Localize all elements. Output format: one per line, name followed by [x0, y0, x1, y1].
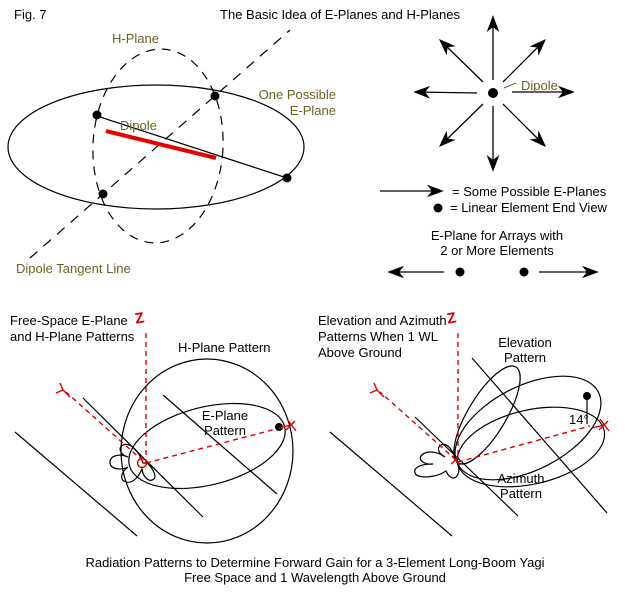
forward-gain-dot-2 [583, 392, 591, 400]
e-plane-pattern-line2: Pattern [204, 423, 246, 438]
dipole-tangent-label: Dipole Tangent Line [16, 261, 131, 276]
one-possible-line2: E-Plane [289, 103, 336, 118]
e-plane-arrow-down-left [441, 104, 483, 145]
h-plane-pattern-lobe [121, 359, 293, 543]
elevation-line2: Pattern [504, 350, 546, 365]
one-possible-line1: One Possible [258, 87, 336, 102]
azimuth-pattern-label [482, 471, 560, 501]
above-ground-heading-line1: Elevation and Azimuth [318, 313, 447, 328]
array-element-dot-1 [456, 268, 465, 277]
above-ground-heading-line2: Patterns When 1 WL [318, 329, 438, 344]
takeoff-angle-label: 14° [569, 412, 589, 427]
dipole-end-dot [488, 88, 498, 98]
arrays-label [417, 228, 577, 258]
element-line-reflector-2 [330, 432, 452, 536]
element-line-driver [83, 398, 203, 517]
dipole-label-pointer [504, 83, 516, 88]
legend-end-view-dot [434, 204, 443, 213]
e-plane-arrow-up-right [503, 41, 544, 82]
azimuth-line2: Pattern [500, 486, 542, 501]
caption-line1: Radiation Patterns to Determine Forward Gain for a 3-Element Long-Boom Yagi [85, 555, 545, 570]
e-plane-pattern-label [191, 408, 259, 438]
e-plane-arrow-up-left [441, 41, 483, 82]
basic-idea-diagram [8, 30, 304, 258]
array-element-dot-2 [520, 268, 529, 277]
h-plane-pattern-label: H-Plane Pattern [178, 340, 271, 355]
above-ground-heading [318, 313, 447, 361]
back-lobes-2 [415, 444, 459, 478]
y-axis-end-glyph-2 [370, 383, 384, 397]
free-space-pattern-diagram [15, 333, 296, 543]
elevation-pattern-label [485, 335, 565, 365]
element-line-driver-2 [415, 417, 518, 516]
h-plane-label: H-Plane [112, 31, 159, 46]
one-possible-e-plane-label [240, 87, 336, 119]
figure-number: Fig. 7 [14, 7, 47, 22]
free-space-heading-line2: and H-Plane Patterns [10, 329, 135, 344]
arrays-line1: E-Plane for Arrays with [430, 228, 564, 243]
e-plane-arrow-down-right [503, 104, 544, 145]
azimuth-line1: Azimuth [497, 471, 545, 486]
z-axis-label-2: Z [445, 309, 458, 328]
e-plane-arrow-left [416, 92, 477, 93]
z-axis-label: Z [133, 309, 146, 328]
arrays-line2: 2 or More Elements [440, 243, 554, 258]
dipole-end-view-label: Dipole [521, 78, 558, 93]
elevation-line1: Elevation [498, 335, 552, 350]
free-space-heading-line1: Free-Space E-Plane [10, 313, 128, 328]
y-axis-end-glyph [56, 383, 70, 397]
legend-end-view-label: = Linear Element End View [450, 200, 607, 215]
x-axis-line-2 [458, 426, 590, 462]
free-space-heading [10, 313, 134, 345]
above-ground-heading-line3: Above Ground [318, 345, 402, 360]
above-ground-pattern-diagram [330, 333, 617, 536]
page-title: The Basic Idea of E-Planes and H-Planes [220, 7, 460, 22]
caption [0, 555, 630, 585]
dipole-element-line [106, 131, 216, 158]
legend-e-planes-label: = Some Possible E-Planes [452, 184, 607, 199]
element-line-reflector [15, 432, 137, 536]
e-plane-pattern-line1: E-Plane [201, 408, 249, 423]
back-lobes [110, 444, 155, 482]
caption-line2: Free Space and 1 Wavelength Above Ground [184, 570, 446, 585]
y-axis-line-2 [380, 392, 456, 460]
dipole-label: Dipole [120, 118, 157, 133]
